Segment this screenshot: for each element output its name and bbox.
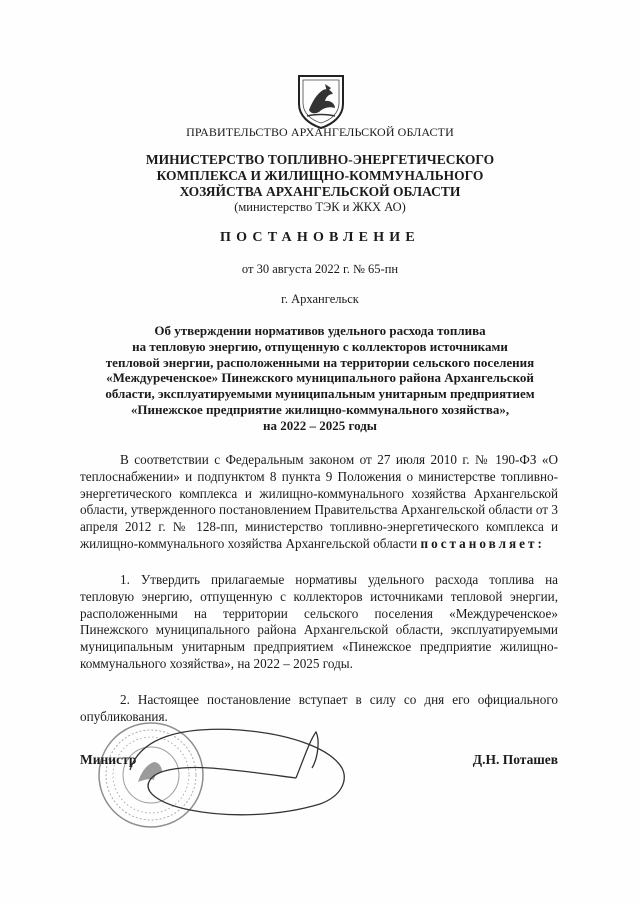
ministry-name [0,152,640,200]
item-2-paragraph: 2. Настоящее постановление вступает в силу со дня его официального опубликования. [80,692,558,724]
title-line: области, эксплуатируемыми муниципальным унитарным предприятием [105,386,535,402]
document-type: ПОСТАНОВЛЕНИЕ [220,230,420,245]
handwritten-signature-icon [120,718,355,830]
title-line: «Пинежское предприятие жилищно-коммунального хозяйства», [130,401,510,417]
decree-title [0,323,640,434]
ministry-line: МИНИСТЕРСТВО ТОПЛИВНО-ЭНЕРГЕТИЧЕСКОГО [145,152,495,167]
signatory-position: Министр [80,752,137,767]
government-name: ПРАВИТЕЛЬСТВО АРХАНГЕЛЬСКОЙ ОБЛАСТИ [186,125,454,139]
title-line: «Междуреченское» Пинежского муниципального района Архангельской [106,370,534,386]
title-line: на 2022 – 2025 годы [263,417,377,433]
title-line: Об утверждении нормативов удельного расхода топлива [154,323,486,338]
title-line: на тепловую энергию, отпущенную с коллекторов источниками [132,338,508,354]
coat-of-arms-icon [291,70,351,130]
signatory-name: Д.Н. Поташев [472,752,558,767]
title-line: тепловой энергии, расположенными на территории сельского поселения [105,354,535,370]
decree-city: г. Архангельск [281,292,359,306]
ministry-line: КОМПЛЕКСА И ЖИЛИЩНО-КОММУНАЛЬНОГО [156,168,484,183]
decrees-word: постановляет: [420,535,545,551]
preamble-paragraph [80,452,558,553]
item-1-paragraph: 1. Утвердить прилагаемые нормативы удельного расхода топлива на тепловую энергию, отпущенную с коллекторов источниками тепловой энергии, расположенными на территории сельского поселения «Междуреченское» Пинежского муниципального района Архангельской области, эксплуатируемыми муниципальным унитарным предприятием «Пинежское предприятие жилищно-коммунального хозяйства», на 2022 – 2025 годы. [80,572,558,671]
preamble-text: В соответствии с Федеральным законом от 27 июля 2010 г. № 190-ФЗ «О теплоснабжении» и подпунктом 8 пункта 9 Положения о министерстве топливно-энергетического комплекса и жилищно-коммунального хозяйства Архангельской области, утвержденного постановлением Правительства Архангельской области от 3 апреля 2012 г. № 128-пп, министерство топливно-энергетического комплекса и жилищно-коммунального хозяйства Архангельской области [80,452,558,551]
ministry-line: ХОЗЯЙСТВА АРХАНГЕЛЬСКОЙ ОБЛАСТИ [179,184,461,199]
decree-date-number: от 30 августа 2022 г. № 65-пн [241,262,399,276]
ministry-abbreviation: (министерство ТЭК и ЖКХ АО) [234,200,406,214]
